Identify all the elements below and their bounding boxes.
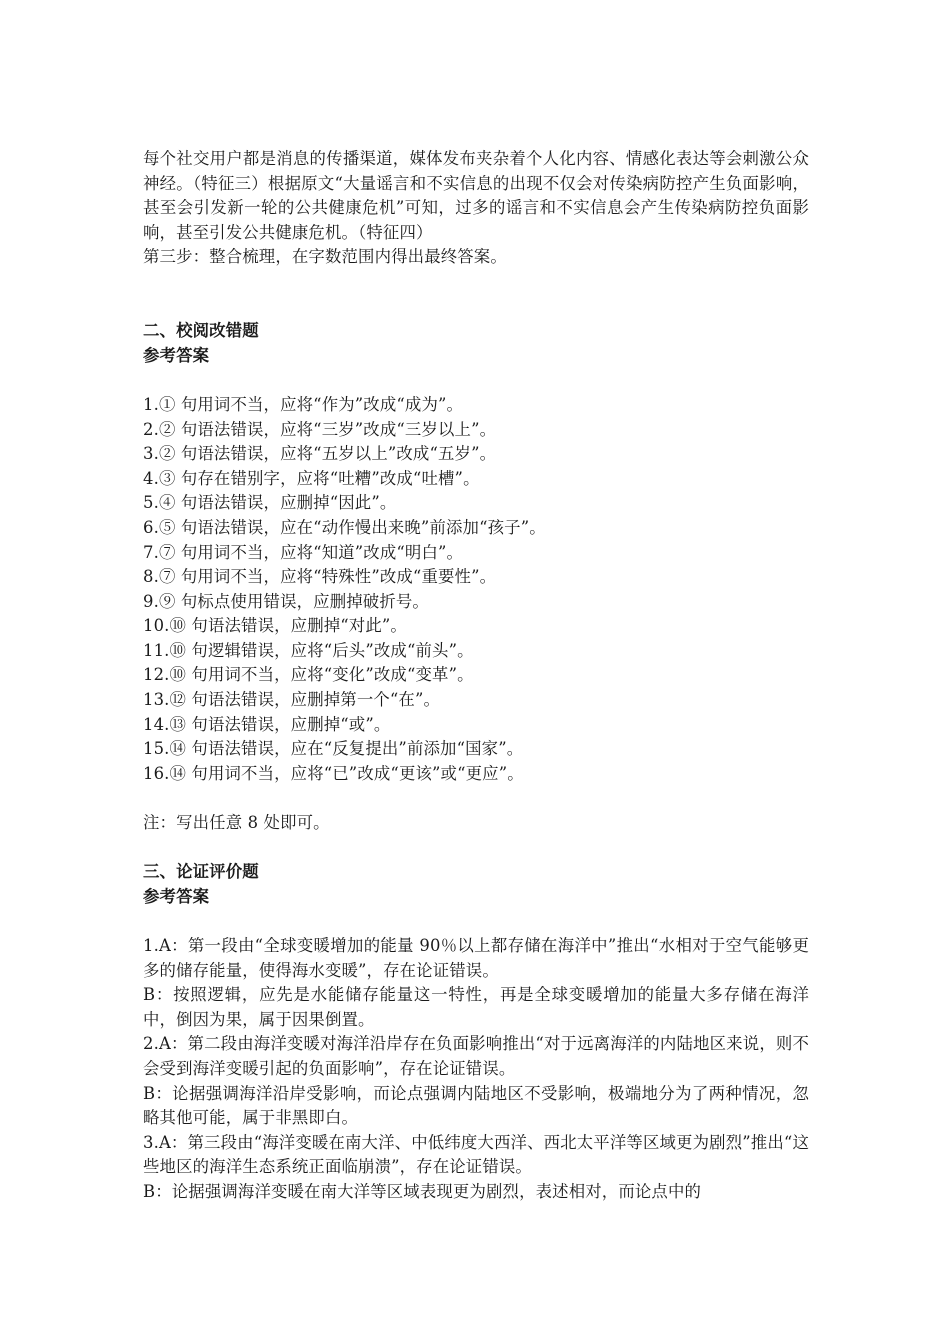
spacer [143, 909, 809, 934]
spacer [143, 270, 809, 319]
argument-paragraph: B：按照逻辑，应先是水能储存能量这一特性，再是全球变暖增加的能量大多存储在海洋中，倒因为果，属于因果倒置。 [143, 985, 809, 1029]
list-item: 12.⑩ 句用词不当，应将“变化”改成“变革”。 [143, 665, 474, 685]
list-item: 13.⑫ 句语法错误，应删掉第一个“在”。 [143, 690, 441, 710]
list-item: 15.⑭ 句语法错误，应在“反复提出”前添加“国家”。 [143, 739, 524, 759]
list-item: 10.⑩ 句语法错误，应删掉“对此”。 [143, 616, 407, 636]
section-3-subtitle: 参考答案 [143, 886, 210, 906]
list-item: 2.② 句语法错误，应将“三岁”改成“三岁以上”。 [143, 419, 497, 439]
document-page [143, 147, 809, 1205]
spacer [143, 368, 809, 393]
list-item: 1.① 句用词不当，应将“作为”改成“成为”。 [143, 394, 464, 414]
section-2-subtitle: 参考答案 [143, 345, 210, 365]
section-3-title: 三、论证评价题 [143, 862, 259, 882]
note-text: 注：写出任意 8 处即可。 [143, 813, 330, 833]
argument-paragraph: 2.A：第二段由海洋变暖对海洋沿岸存在负面影响推出“对于远离海洋的内陆地区来说，则不会受到海洋变暖引起的负面影响”，存在论证错误。 [143, 1034, 809, 1078]
argument-paragraph: B：论据强调海洋变暖在南大洋等区域表现更为剧烈，表述相对，而论点中的 [143, 1181, 702, 1201]
argument-paragraph: B：论据强调海洋沿岸受影响，而论点强调内陆地区不受影响，极端地分为了两种情况，忽略其他可能，属于非黑即白。 [143, 1083, 809, 1128]
list-item: 9.⑨ 句标点使用错误，应删掉破折号。 [143, 591, 429, 611]
list-item: 16.⑭ 句用词不当，应将“已”改成“更该”或“更应”。 [143, 763, 524, 783]
list-item: 3.② 句语法错误，应将“五岁以上”改成“五岁”。 [143, 444, 497, 464]
correction-list [143, 393, 809, 787]
list-item: 14.⑬ 句语法错误，应删掉“或”。 [143, 714, 391, 734]
argument-paragraph: 3.A：第三段由“海洋变暖在南大洋、中低纬度大西洋、西北太平洋等区域更为剧烈”推出“这些地区的海洋生态系统正面临崩溃”，存在论证错误。 [143, 1132, 809, 1177]
list-item: 7.⑦ 句用词不当，应将“知道”改成“明白”。 [143, 542, 464, 562]
step-three-text: 第三步：整合梳理，在字数范围内得出最终答案。 [143, 247, 507, 267]
list-item: 8.⑦ 句用词不当，应将“特殊性”改成“重要性”。 [143, 567, 497, 587]
section-2-title: 二、校阅改错题 [143, 321, 259, 341]
list-item: 6.⑤ 句语法错误，应在“动作慢出来晚”前添加“孩子”。 [143, 517, 546, 537]
list-item: 5.④ 句语法错误，应删掉“因此”。 [143, 493, 397, 513]
list-item: 11.⑩ 句逻辑错误，应将“后头”改成“前头”。 [143, 640, 474, 660]
intro-paragraph: 每个社交用户都是消息的传播渠道，媒体发布夹杂着个人化内容、情感化表达等会刺激公众神经。（特征三）根据原文“大量谣言和不实信息的出现不仅会对传染病防控产生负面影响，甚至会引发新一轮的公共健康危机”可知，过多的谣言和不实信息会产生传染病防控负面影响，甚至引发公共健康危机。（特征四） [143, 149, 809, 242]
spacer [143, 786, 809, 811]
list-item: 4.③ 句存在错别字，应将“吐糟”改成“吐槽”。 [143, 468, 480, 488]
spacer [143, 836, 809, 861]
argument-paragraph: 1.A：第一段由“全球变暖增加的能量 90％以上都存储在海洋中”推出“水相对于空气能够更多的储存能量，使得海水变暖”，存在论证错误。 [143, 936, 809, 980]
